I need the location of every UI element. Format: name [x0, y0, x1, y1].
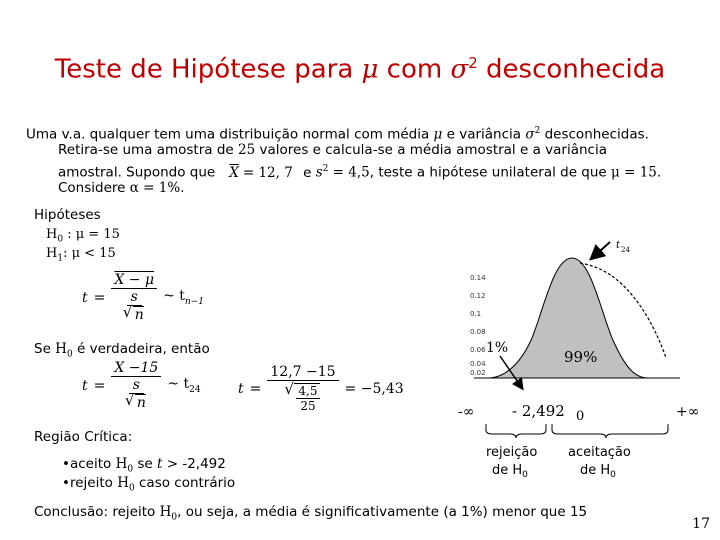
den-sqrt-n: √ n: [135, 394, 146, 411]
reject-text: •rejeito: [62, 475, 118, 491]
t-symbol: t: [82, 377, 88, 394]
numerator-text: X − μ: [114, 272, 155, 288]
den-den: 25: [300, 399, 316, 413]
den-sqrt-n: √ n: [133, 306, 144, 323]
accept-region-label-2: de $H_0$: [580, 463, 616, 480]
equals-sign: =: [249, 380, 262, 397]
title-prefix: Teste de Hipótese para: [54, 54, 362, 85]
h0-sub: 0: [66, 349, 73, 360]
reject-brace: [486, 424, 546, 438]
den-num: √ 4,5: [298, 384, 318, 398]
sigma-exp: 2: [534, 126, 541, 136]
sigma-symbol: σ: [525, 126, 535, 143]
accept-region-label: aceitação: [568, 445, 631, 460]
h1-hypothesis: [46, 244, 116, 269]
numerator: 12,7 −15: [267, 364, 338, 381]
approx-sub: n−1: [184, 296, 204, 307]
xbar-value: = 12, 7: [242, 164, 293, 181]
fraction: [111, 360, 161, 411]
intro-text: valores e calcula-se a média amostral e a variância: [255, 142, 607, 158]
h0-sub: 0: [128, 483, 135, 494]
t-symbol: t: [238, 380, 244, 397]
reject-region-label-2: de $H_0$: [492, 463, 528, 480]
sample-size: 25: [238, 142, 256, 158]
zero-label: 0: [576, 409, 585, 424]
acceptance-percent: 99%: [564, 348, 598, 366]
reject-rule: [62, 474, 235, 499]
left-tail-percent: 1%: [486, 340, 509, 356]
distribution-arrow: [592, 242, 610, 258]
approx-sub: 24: [189, 384, 201, 395]
if-text: Se: [34, 341, 56, 357]
denominator: [283, 381, 322, 413]
s2-value: = 4,5: [328, 164, 370, 181]
accept-text: se: [133, 456, 157, 472]
intro-text: Uma v.a. qualquer tem uma distribuição normal com média: [26, 126, 434, 143]
fraction: [111, 272, 157, 323]
conclusion-text: Conclusão: rejeito: [34, 504, 160, 520]
conclusion-text: , ou seja, a média é significativamente (a 1%) menor que 15: [177, 504, 588, 520]
intro-text: .: [656, 164, 662, 181]
numerator: [111, 360, 161, 377]
h1-sub: 1: [57, 253, 64, 264]
s2-symbol: s: [315, 164, 323, 181]
intro-text: e variância: [442, 126, 526, 143]
y-tick-label: 0.1: [470, 310, 482, 318]
reject-text: caso contrário: [134, 475, 236, 491]
y-tick-labels: [470, 274, 486, 377]
alpha-value: α = 1%: [129, 180, 181, 196]
t-distribution-figure: [440, 228, 710, 498]
fraction: [267, 364, 338, 413]
den-sqrt: [294, 383, 319, 413]
accept-text: •aceito: [62, 456, 116, 472]
numerator-text: X −15: [114, 360, 159, 376]
t-statistic-formula: [82, 272, 204, 323]
slide-title: [0, 54, 720, 85]
accept-text: > -2,492: [162, 456, 226, 472]
intro-text: Considere: [58, 180, 130, 196]
accept-brace: [552, 424, 668, 438]
intro-line-2: [58, 141, 607, 160]
intro-text: .: [180, 180, 185, 196]
approx-text: ~ t: [163, 288, 185, 305]
h0-text: : μ = 15: [63, 227, 120, 242]
s2-exp: 2: [322, 164, 329, 174]
critical-value-label: - 2,492: [512, 402, 565, 420]
h1-text: : μ < 15: [63, 246, 116, 261]
intro-text: amostral. Supondo que: [58, 164, 216, 181]
approx-text: ~ t: [167, 376, 190, 393]
intro-text: , teste a hipótese unilateral de que: [369, 164, 612, 181]
y-tick-label: 0.14: [470, 274, 486, 282]
h0-h: H: [55, 341, 67, 357]
intro-text: Retira-se uma amostra de: [58, 142, 239, 158]
intro-text: desconhecidas.: [540, 126, 649, 143]
h0-h: H: [117, 475, 129, 491]
approx-t24: [167, 376, 200, 395]
hypotheses-label: Hipóteses: [34, 207, 101, 223]
pos-infinity-label: +∞: [676, 404, 700, 420]
conclusion: [34, 503, 587, 528]
denominator: [124, 377, 149, 411]
title-mu: μ: [361, 54, 379, 85]
y-tick-label: 0.04: [470, 360, 486, 368]
critical-region-label: Região Crítica:: [34, 429, 133, 445]
equals-sign: =: [93, 289, 106, 306]
title-sigma: σ: [450, 54, 469, 85]
t-result: = −5,43: [344, 380, 404, 397]
y-tick-label: 0.06: [470, 346, 486, 354]
h0-sub: 0: [171, 512, 178, 523]
t-symbol: t: [157, 456, 163, 472]
if-text: é verdadeira, então: [72, 341, 210, 357]
h0-h: H: [46, 227, 58, 242]
approx-t: [163, 288, 204, 307]
y-tick-label: 0.08: [470, 328, 486, 336]
neg-infinity-label: -∞: [458, 404, 475, 420]
mu-value: μ = 15: [611, 164, 657, 181]
title-sigma-exp: 2: [468, 54, 478, 72]
h1-h: H: [46, 246, 58, 261]
intro-text: e: [298, 164, 316, 181]
page-number: 17: [692, 516, 710, 532]
denominator: [122, 289, 147, 323]
den-sqrt-frac: [296, 384, 319, 413]
y-tick-label: 0.02: [470, 369, 486, 377]
numerator: [111, 272, 157, 289]
h0-sub: 0: [57, 234, 64, 245]
t-statistic-computed: [238, 364, 404, 413]
y-tick-label: 0.12: [470, 292, 486, 300]
h0-h: H: [115, 456, 128, 472]
t-statistic-h0-formula: [82, 360, 201, 411]
reject-region-label: rejeição: [486, 445, 538, 460]
mu-symbol: μ: [433, 126, 443, 143]
region-labels: [486, 445, 631, 480]
title-suffix: desconhecida: [477, 54, 666, 85]
xbar-symbol: $\overline{X}$: [229, 164, 239, 181]
h0-sub: 0: [127, 464, 134, 475]
distribution-label: t: [616, 240, 621, 251]
intro-line-4: [58, 179, 185, 198]
t-symbol: t: [82, 289, 88, 306]
title-middle: com: [378, 54, 451, 85]
den-s: s: [127, 289, 142, 306]
h0-h: H: [159, 504, 172, 520]
den-s: s: [129, 377, 144, 394]
distribution-label-sub: 24: [621, 246, 630, 254]
equals-sign: =: [93, 377, 106, 394]
